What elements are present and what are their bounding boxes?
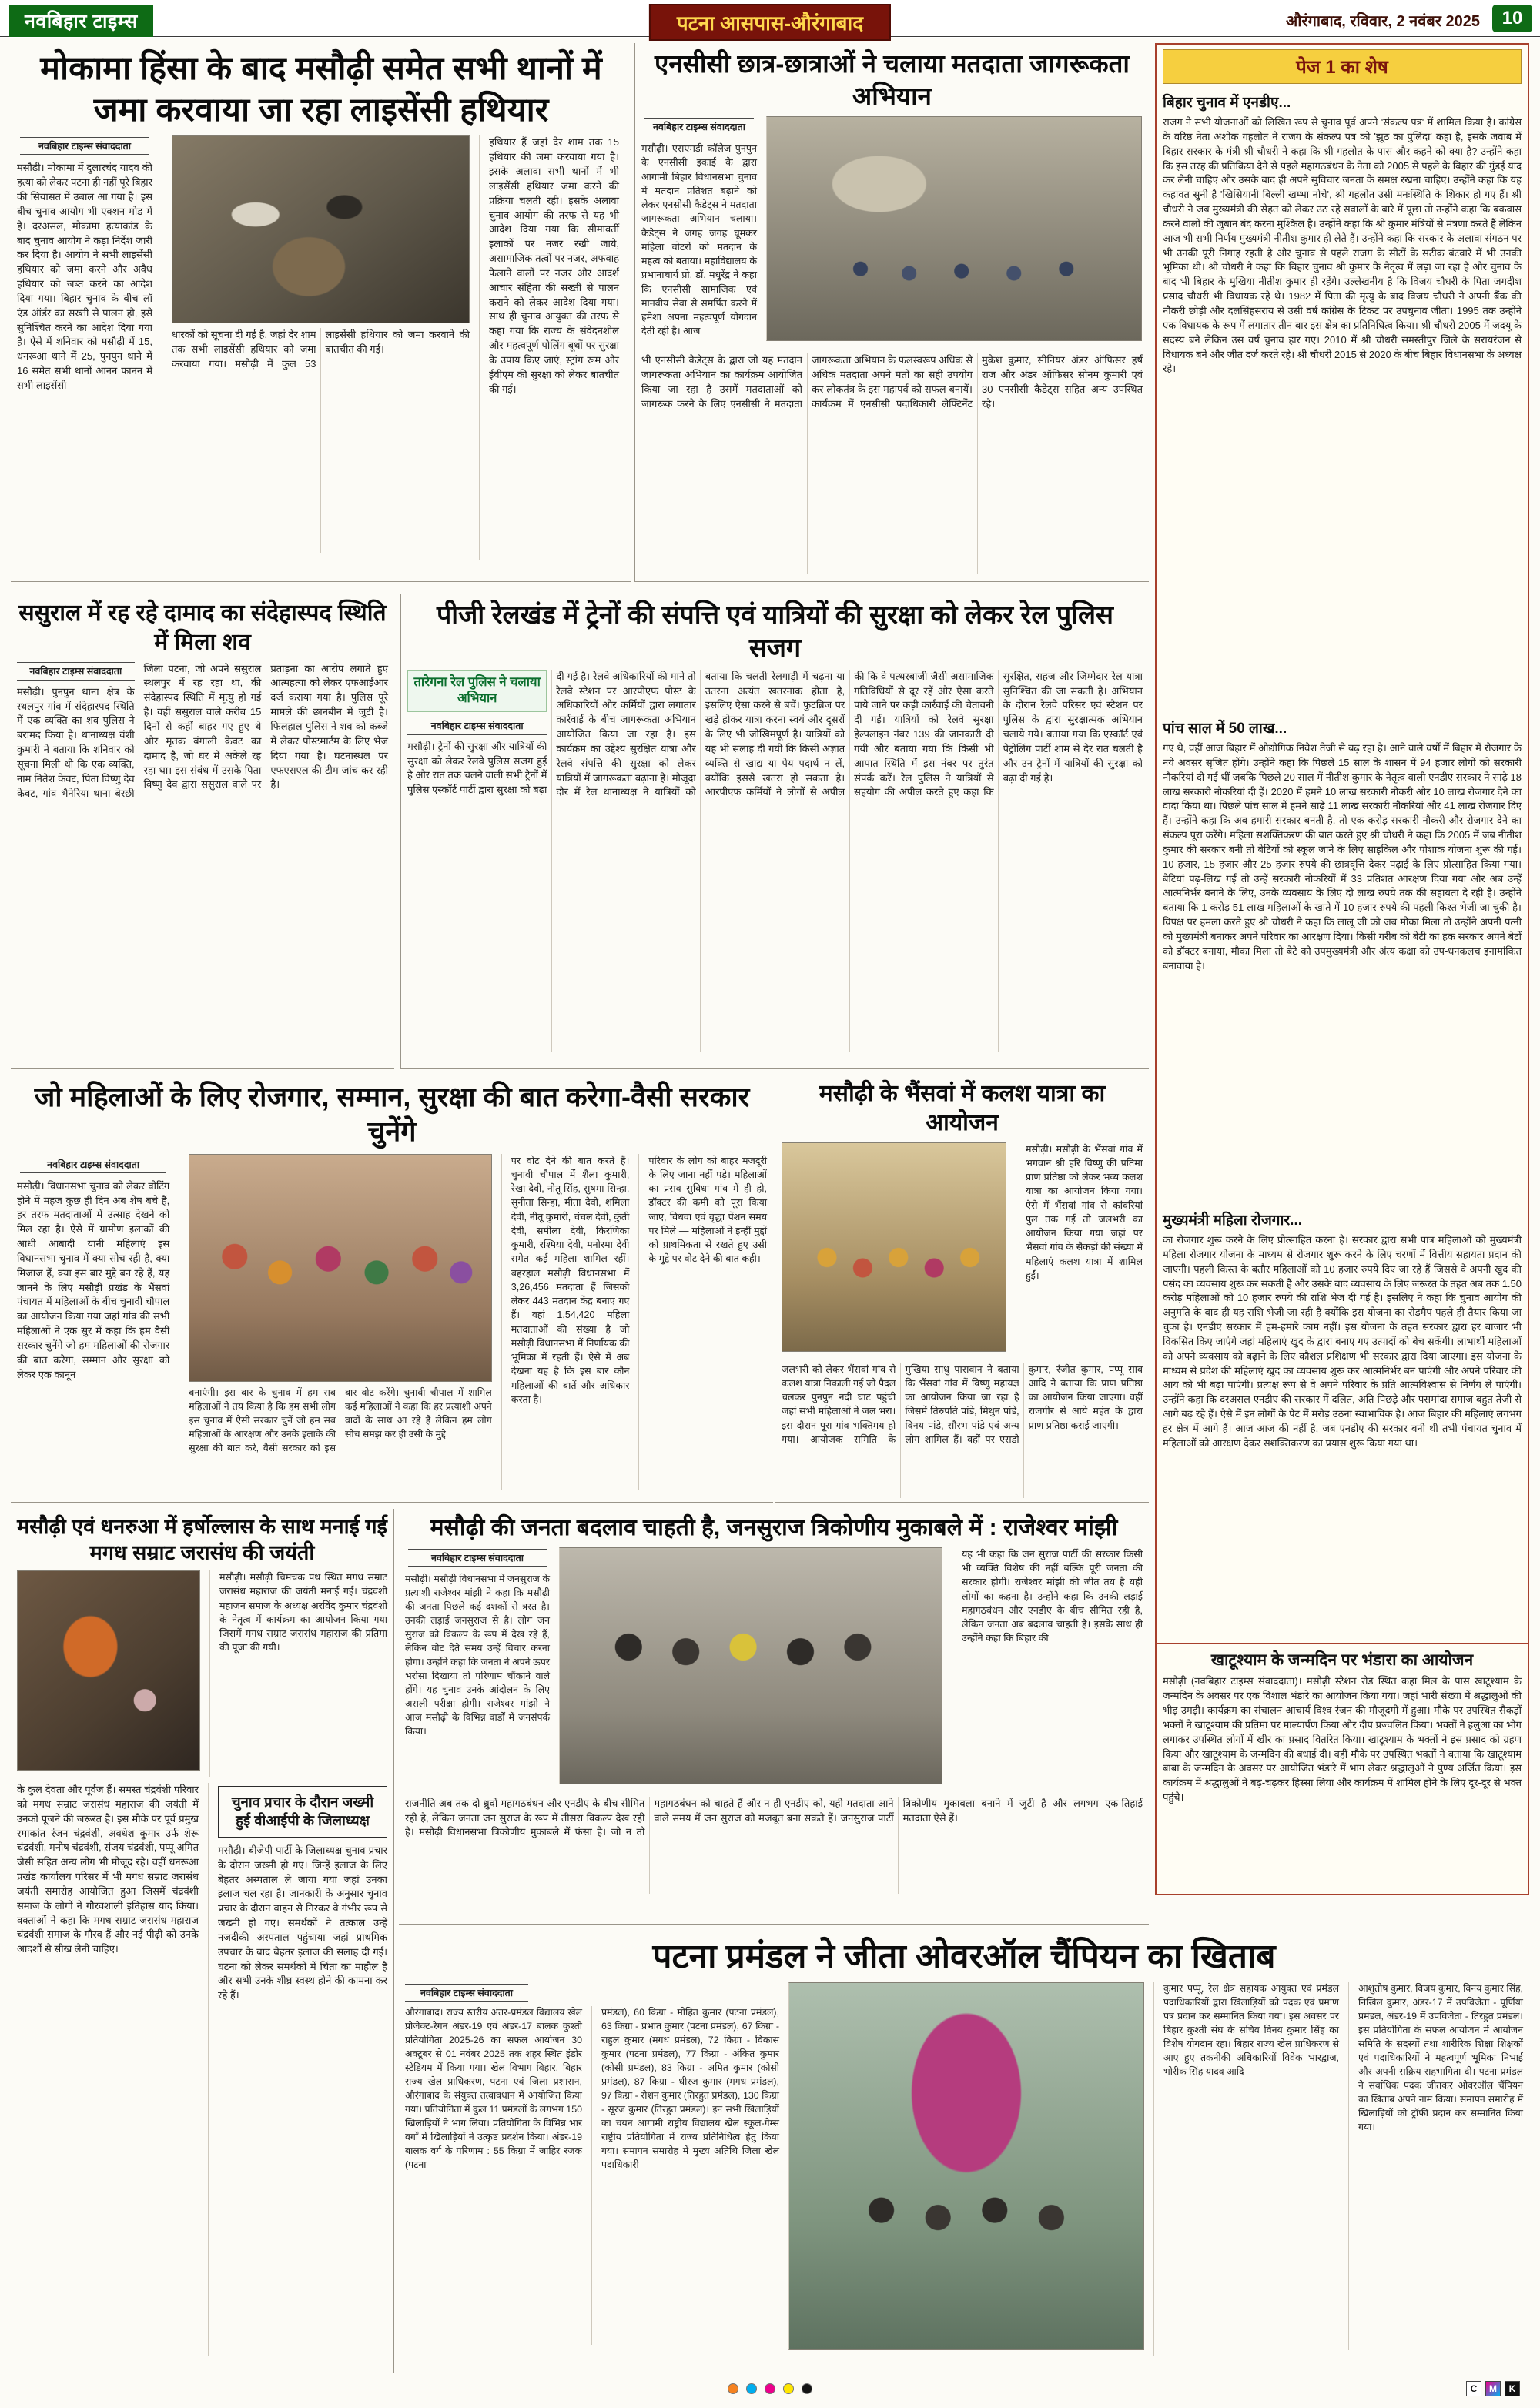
yellow-dot: [783, 2383, 794, 2394]
headline-jarasandh: मसौढ़ी एवं धनरुआ में हर्षोल्लास के साथ मनाई गई मगध सम्राट जरासंध की जयंती: [17, 1515, 387, 1565]
cyan-dot: [746, 2383, 757, 2394]
byline: नवबिहार टाइम्स संवाददाता: [20, 137, 149, 155]
cmyk-letters: [1466, 2381, 1520, 2396]
article-mahila-chaupal: [11, 1075, 773, 1503]
continuation-text-3: का रोजगार शुरू करने के लिए प्रोत्साहित करना है। सरकार द्वारा सभी पात्र महिलाओं को मुख्यमंत्री महिला रोजगार योजना के माध्यम से रोजगार शुरू करने के लिए चरणों में वित्तीय सहायता प्रदान की जाएगी। पहली किस्त के बतौर महिलाओं को 10 हजार रुपये दिए जा रहे हैं जिससे वे अपनी खुद की पसंद का व्यवसाय शुरू कर सकती हैं और उसके बाद व्यवसाय के लिए जरूरत के तहत अब तक 1.50 करोड़ महिलाओं को 10 हजार रुपये की राशि भेज दी गई है। इसलिए ने कहा कि चुनाव आयोग की अनुमति के बाद ही यह राशि भेजी जा रही है क्योंकि इस योजना का रोडमैप पहले ही तैयार किया जा चुका है। एनडीए सरकार में हम-हमारे काम नहीं। इस योजना के तहत सरकार द्वारा हर बाजार भी विकसित किए जाएंगे जहां महिलाएं खुद के द्वारा बनाए गए उत्पादों को बेच सकेंगी। लाभार्थी महिलाओं को अपने व्यवसाय को बढ़ाने के लिए कौशल प्रशिक्षण भी सरकार द्वारा दिया जाएगा। इस योजना के माध्यम से प्रदेश की महिलाएं खुद का व्यवसाय शुरू कर आत्मनिर्भर बन पाएंगी और अपने परिवार की आय को भी बढ़ा पाएंगी। प्रत्यक्ष रूप से वे अपने परिवार के प्रति आत्मविश्वास से निर्णय ले पाएंगी। उन्होंने कहा कि दरअसल एनडीए की सरकार में दलित, अति पिछड़े और पसमांदा समाज बहुत तेजी से आगे बढ़ रहे हैं। ऐसे में इन लोगों के पेट में मरोड़ उठना स्वाभाविक है। आज बिहार की महिलाएं लगभग हर क्षेत्र में आगे हैं। आज आज की नहीं है, जब एनडीए की सरकार बनी थी तभी पंचायत चुनाव में महिलाओं को आरक्षण देकर सशक्तिकरण का प्रयास शुरू किया गया था।: [1163, 1234, 1522, 1449]
byline: नवबिहार टाइम्स संवाददाता: [408, 1549, 547, 1567]
article-text: बनाएंगी। इस बार के चुनाव में हम सब महिलाओं ने तय किया है कि हम सभी लोग इस चुनाव में ऐसी सरकार चुनें जो हम सब महिलाओं के आरक्षण और उनके इलाके की सुरक्षा की बात करे, वैसी सरकार को इस बार वोट करेंगे। चुनावी चौपाल में शामिल कई महिलाओं ने कहा कि हर प्रत्याशी अपने वादों के साथ आ रहे हैं लेकिन हम लोग सोच समझ कर ही उसी के मुद्दे: [189, 1386, 492, 1453]
article-jarasandh-jayanti: [11, 1509, 394, 2373]
headline-mahila: जो महिलाओं के लिए रोजगार, सम्मान, सुरक्षा की बात करेगा-वैसी सरकार चुनेंगे: [34, 1081, 750, 1148]
continuation-text-2: गए थे, वहीं आज बिहार में औद्योगिक निवेश तेजी से बढ़ रहा है। आने वाले वर्षों में बिहार में रोजगार के नये अवसर सृजित होंगे। उन्होंने कहा कि पिछले 15 साल के शासन में 94 हजार लोगों को सरकारी नौकरियां दी गई थीं जबकि पिछले 20 साल में नीतीश कुमार के नेतृत्व वाली एनडीए सरकार ने साढ़े 18 लाख सरकारी नौकरियां दी हैं। 2020 में हमने 10 लाख सरकारी नौकरी और 10 लाख रोजगार देने का वादा किया था। पिछले पांच साल में हमने साढ़े 11 लाख सरकारी नौकरियां और 41 लाख रोजगार दिए हैं। उन्होंने कहा कि अब हमारी सरकार बनती है, तो एक करोड़ सरकारी नौकरी और रोजगार देने का संकल्प पूरा करेंगे। महिला सशक्तिकरण की बात करते हुए श्री चौधरी ने कहा कि 2005 में जब नीतीश कुमार की सरकार बनी तो बेटियों को स्कूल जाने के लिए साइकिल और पोशाक योजना शुरू की गई। 10 हजार, 15 हजार और 25 हजार रुपये की छात्रवृत्ति देकर पढ़ाई के लिए प्रोत्साहित किया गया। बेटियां पढ़-लिख गई तो उन्हें सरकारी नौकरियों में 33 प्रतिशत आरक्षण दिया गया और अब उन्हें आत्मनिर्भर बनाने के लिए, उनके व्यवसाय के लिए दो लाख रुपये तक की सहायता दे रही है। उन्होंने बताया कि 1 करोड़ 51 लाख महिलाओं के खाते में 10 हजार रुपये की पहली किश्त भेजी जा चुकी है। विपक्ष पर हमला करते हुए श्री चौधरी ने कहा कि लालू जी को जब मौका मिला तो उन्होंने अपनी पत्नी को मुख्यमंत्री बनाकर अपने परिवार का आरक्षण दिया। किसी गरीब को बेटी का हक सरकार अपने बेटों को डॉक्टर बनाया, मौका मिला तो बेटे को उपमुख्यमंत्री और अंत्य कक्षा को उप-धनकलच इनामांकित बनावाया है।: [1163, 742, 1522, 972]
byline: नवबिहार टाइम्स संवाददाता: [17, 662, 135, 681]
continuation-title-3: मुख्यमंत्री महिला रोजगार...: [1163, 1212, 1303, 1229]
photo-kalash-procession: [782, 1142, 1006, 1352]
continuation-title-2: पांच साल में 50 लाख...: [1163, 721, 1287, 737]
article-jansuraj-manjhi: [399, 1509, 1149, 1925]
photo-jansuraj-candidate-group: [559, 1547, 942, 1784]
article-text: मसौढ़ी। विधानसभा चुनाव को लेकर वोटिंग होने में महज कुछ ही दिन अब शेष बचे हैं, हर तरफ मतदाताओं में उत्साह देखने को मिल रहा है। ऐसे में ग्रामीण इलाकों की आधी आबादी यानी महिलाएं इस विधानसभा चुनाव में क्या सोच रही है, क्या मिजाज हैं, क्या इस बार मुद्दे बन रहे हैं, यह जानने के लिए मसौढ़ी प्रखंड के भैंसवां पंचायत में महिलाओं के बीच चुनावी चौपाल का आयोजन किया गया जहां गांव की सभी महिलाओं ने एक सुर में कहा कि हम वैसी सरकार चुनेंगे जो हम महिलाओं की रोजगार की बात करेगा, सम्मान और सुरक्षा को लेकर एक कानून: [17, 1179, 170, 1380]
headline-rail: पीजी रेलखंड में ट्रेनों की संपत्ति एवं यात्रियों की सुरक्षा को लेकर रेल पुलिस सजग: [437, 600, 1113, 663]
article-text: जलभरी को लेकर भैंसवां गांव से कलश यात्रा निकाली गई जो पैदल चलकर पुनपुन नदी घाट पहुंची जहां सभी महिलाओं ने जल भरा। इस दौरान पूरा गांव भक्तिमय हो गया। आयोजक समिति के मुखिया साधु पासवान ने बताया कि भैंसवां गांव में विष्णु महायज्ञ का आयोजन किया जा रहा है जिसमें तिरुपति पांडे, मिथुन पांडे, विनय पांडे, सौरभ पांडे एवं अन्य लोग शामिल हैं। वहीं पर एसडो कुमार, रंजीत कुमार, पप्पू साव आदि ने बताया कि प्राण प्रतिष्ठा का आयोजन किया जाएगा। वहीं राजगीर से आये महंत के द्वारा प्राण प्रतिष्ठा कराई जाएगी।: [782, 1363, 1143, 1445]
page-number: 10: [1492, 5, 1532, 32]
headline-kalash: मसौढ़ी के भैंसवां में कलश यात्रा का आयोजन: [819, 1081, 1106, 1135]
byline: नवबिहार टाइम्स संवाददाता: [405, 1984, 528, 2002]
article-text: मसौढ़ी। एसएमडी कॉलेज पुनपुन के एनसीसी इकाई के द्वारा आगामी बिहार विधानसभा चुनाव में मतदान प्रतिशत बढ़ाने को लेकर एनसीसी कैडेट्स ने मतदाता जागरूकता अभियान चलाया। कैडेट्स ने जगह जगह घूमकर महिला वोटरों को मतदान के महत्व को बताया। महाविद्यालय के प्रभानाचार्य प्रो. डॉ. मधुरेंद्र ने कहा कि एनसीसी सामाजिक एवं मानवीय सेवा से समर्पित करने में हमेशा अपना महत्वपूर्ण योगदान देती रही है। आज: [641, 143, 757, 337]
press-registration-strip: [0, 2377, 1540, 2405]
article-kalash-yatra: [775, 1075, 1149, 1503]
photo-police-weapons-check: [172, 135, 470, 323]
section-title: पटना आसपास-औरंगाबाद: [649, 4, 891, 41]
article-text: मसौढ़ी। बीजेपी पार्टी के जिलाध्यक्ष चुनाव प्रचार के दौरान जख्मी हो गए। जिन्हें इलाज के लिए बेहतर अस्पताल ले जाया गया जहां उनका इलाज चल रहा है। जानकारी के अनुसार चुनाव प्रचार के दौरान वाहन से गिरकर वे गंभीर रूप से जख्मी हो गए। समर्थकों ने तत्काल उन्हें नजदीकी अस्पताल पहुंचाया जहां प्राथमिक उपचार के बाद बेहतर इलाज की सलाह दी गई। घटना को लेकर समर्थकों में चिंता का माहौल है और सभी उनके शीघ्र स्वस्थ होने की कामना कर रहे हैं।: [218, 1844, 387, 2002]
kicker-taregana-rail: तारेगना रेल पुलिस ने चलाया अभियान: [407, 670, 547, 712]
headline-ncc: एनसीसी छात्र-छात्राओं ने चलाया मतदाता जागरूकता अभियान: [654, 49, 1130, 110]
cmyk-letter-k: K: [1505, 2381, 1520, 2396]
article-text: प्रमंडल), 60 किग्रा - मोहित कुमार (पटना प्रमंडल), 63 किग्रा - प्रभात कुमार (पटना प्रमंडल), 67 किग्रा - राहुल कुमार (मगध प्रमंडल), 72 किग्रा - विकास कुमार (पटना प्रमंडल), 77 किग्रा - अंकित कुमार (कोसी प्रमंडल), 83 किग्रा - अमित कुमार (कोसी प्रमंडल), 87 किग्रा - धीरज कुमार (मगध प्रमंडल), 97 किग्रा - रोशन कुमार (तिरहुत प्रमंडल), 130 किग्रा - सूरज कुमार (तिरहुत प्रमंडल)। इन सभी खिलाड़ियों का चयन आगामी राष्ट्रीय विद्यालय खेल स्कूल-गेम्स राष्ट्रीय प्रतियोगिता में राज्य प्रतिनिधित्व हेतु किया गया। समापन समारोह में मुख्य अतिथि जिला खेल पदाधिकारी: [591, 2006, 779, 2345]
headline-campaign-injury: चुनाव प्रचार के दौरान जख्मी हुई वीआईपी के जिलाध्यक्ष: [218, 1786, 387, 1838]
headline-damaad: ससुराल में रह रहे दामाद का संदेहास्पद स्थिति में मिला शव: [18, 600, 387, 655]
article-wrestling-championship: [399, 1931, 1529, 2373]
article-ncc-awareness: [634, 43, 1149, 582]
article-text: कुमार पप्पू, रेल क्षेत्र सहायक आयुक्त एवं प्रमंडल पदाधिकारियों द्वारा खिलाड़ियों को पदक एवं प्रमाण पत्र प्रदान कर सम्मानित किया गया। इस अवसर पर बिहार कुश्ती संघ के सचिव विनय कुमार सिंह का विशेष योगदान रहा। बिहार राज्य खेल प्राधिकरण से आए हुए तकनीकी अधिकारियों विवेक भारद्वाज, भोरीक सिंह यादव आदि: [1163, 1983, 1339, 2078]
article-text: पर वोट देने की बात करते हैं। चुनावी चौपाल में शैला कुमारी, रेखा देवी, नीतू सिंह, सुषमा सिन्हा, सुनीता सिन्हा, मीता देवी, शमिला देवी, नीतू कुमारी, चंचल देवी, कुंती देवी, समीला देवी, किरणिका कुमारी, रश्मिया देवी, मनोरमा देवी समेत कई महिला शामिल रहीं। बहरहाल मसौढ़ी विधानसभा में 3,26,456 मतदाता हैं जिसको लेकर 443 मतदान केंद्र बनाए गए हैं। वहां 1,54,420 महिला मतदाताओं की संख्या है जो मसौढ़ी विधानसभा में निर्णायक की भूमिका में रहती हैं। ऐसे में अब देखना यह है कि इस बार कौन महिलाओं की बातें और अधिकार करता है।: [501, 1154, 630, 1490]
paper-name: नवबिहार टाइम्स: [9, 5, 153, 37]
color-registration-dots: [728, 2383, 812, 2394]
article-rail-police: [400, 594, 1149, 1069]
article-text: मसौढ़ी। ट्रेनों की सुरक्षा और यात्रियों की सुरक्षा को लेकर रेलवे पुलिस सजग हुई है और रात तक चलने वाली सभी ट्रेनों में पुलिस एस्कॉर्ट पार्टी द्वारा सुरक्षा को बढ़ा दी गई है। रेलवे अधिकारियों की माने तो रेलवे स्टेशन पर आरपीएफ पोस्ट के अधिकारियों और कर्मियों द्वारा लगातार कार्रवाई के बीच जागरूकता अभियान आयोजित किया जा रहा है। इस कार्यक्रम का उद्देश्य सुरक्षित यात्रा और रेलवे संपत्ति की सुरक्षा को लेकर यात्रियों में जागरूकता बढ़ाना है। मौजूदा दौर में रेल थानाध्यक्ष ने यात्रियों को बताया कि चलती रेलगाड़ी में चढ़ना या उतरना अत्यंत खतरनाक होता है, इसलिए ऐसा करने से बचें। फुटब्रिज पर खड़े होकर यात्रा करना स्वयं और दूसरों के लिए भी जोखिमपूर्ण है। यात्रियों को यह भी सलाह दी गयी कि किसी अज्ञात व्यक्ति से खाद्य या पेय पदार्थ न लें, क्योंकि इससे खतरा हो सकता है। आरपीएफ कर्मियों ने लोगों से अपील की कि वे पत्थरबाजी जैसी असामाजिक गतिविधियों से दूर रहें और ऐसा करते पाये जाने पर कड़ी कार्रवाई की चेतावनी दी गई। यात्रियों को रेलवे सुरक्षा हेल्पलाइन नंबर 139 की जानकारी दी गयी और बताया गया कि किसी भी आपात स्थिति में इस नंबर पर तुरंत संपर्क करें। रेल पुलिस ने यात्रियों से सहयोग की अपील करते हुए कहा कि सुरक्षित, सहज और जिम्मेदार रेल यात्रा सुनिश्चित की जा सकती है। अभियान के दौरान रेलवे परिसर एवं स्टेशन पर पुलिस के द्वारा सुरक्षात्मक अभियान चलाये गये। बताया गया कि एस्कॉर्ट एवं पेट्रोलिंग पार्टी शाम से देर रात चलती है और उन ट्रेनों में यात्रियों की सुरक्षा को बढ़ा दी गई है।: [407, 670, 1143, 798]
magenta-dot: [765, 2383, 775, 2394]
byline: नवबिहार टाइम्स संवाददाता: [407, 717, 547, 735]
cmyk-letter-m: M: [1485, 2381, 1501, 2396]
article-text: मसौढ़ी। मसौढ़ी चिमचक पथ स्थित मगध सम्राट जरासंध महाराज की जयंती मनाई गई। चंद्रवंशी महाजन समाज के अध्यक्ष अरविंद कुमार चंद्रवंशी के नेतृत्व में कार्यक्रम का आयोजन किया गया जिसमें मगध सम्राट जरासंध महाराज की प्रतिमा की पूजा की गयी।: [209, 1570, 387, 1777]
article-text: मसौढ़ी। मसौढ़ी विधानसभा में जनसुराज के प्रत्याशी राजेश्वर मांझी ने कहा कि मसौढ़ी की जनता पिछले कई दशकों से त्रस्त है। उनकी लड़ाई जनसुराज से है। लोग जन सुराज को विकल्प के रूप में देख रहे हैं, लेकिन वोट देते समय उन्हें विचार करना होगा। उन्होंने कहा कि जनता ने अपने ऊपर भरोसा दिखाया तो परिणाम चौंकाने वाले होंगे। यह चुनाव उनके आंदोलन के लिए असली परीक्षा होगी। राजेश्वर मांझी ने आज मसौढ़ी के विभिन्न वार्डों में जनसंपर्क किया।: [405, 1573, 550, 1737]
divider: [1157, 1643, 1528, 1644]
orange-dot: [728, 2383, 738, 2394]
cmyk-letter-c: C: [1466, 2381, 1481, 2396]
article-text: मसौढ़ी। मोकामा में दुलारचंद यादव की हत्या को लेकर पटना ही नहीं पूरे बिहार की सियासत में उबाल आ गया है। इस बीच चुनाव आयोग भी एक्शन मोड में है। दरअसल, मोकामा हत्याकांड के बाद चुनाव आयोग ने कड़ा निर्देश जारी कर दिया है। आयोग ने सभी लाइसेंसी हथियार को जमा करने और अवैध हथियार को जब्त करने का आदेश दिया गया। बिहार चुनाव के बीच लॉ एंड ऑर्डर का सख्ती से पालन हो, इसे सुनिश्चित करने का आदेश दिया गया है। ऐसे में शनिवार को मसौढ़ी में 15, धनरूआ थाने में 25, पुनपुन थाने में 16 समेत सभी थानों आनन फानन में सभी लाइसेंसी: [17, 162, 152, 391]
headline-mokama: मोकामा हिंसा के बाद मसौढ़ी समेत सभी थानों में जमा करवाया जा रहा लाइसेंसी हथियार: [40, 50, 602, 129]
continuation-text-1: राजग ने सभी योजनाओं को लिखित रूप से चुनाव पूर्व अपने 'संकल्प पत्र' में शामिल किया है। कांग्रेस के वरिष्ठ नेता अशोक गहलोत ने राजग के संकल्प पत्र को 'झूठ का पुलिंदा' कहा है, इसके जवाब में बिहार सरकार के मंत्री श्री चौधरी ने कहा कि श्री गहलोत के पास और कहने को क्या है? उन्होंने कहा कि इस तरह की प्रतिक्रिया देने से पहले महागठबंधन के नेता को 2005 से पहले के बिहार की गुंडई याद कर लेनी चाहिए और उसके बाद ही अपने सुविचार जनता के समक्ष रखना चाहिए। उन्होंने कहा कि यह कहावत सुनी है 'खिसियानी बिल्ली खम्भा नोचे', श्री गहलोत उसी मनःस्थिति के शिकार हो गए हैं। श्री चौधरी ने जब मुख्यमंत्री की सेहत को लेकर उठ रहे सवालों के बारे में पूछा तो उन्होंने कहा कि बकवास करने वालों की जुबान बंद करना मुश्किल है। उन्होंने कहा कि श्री कुमार मंत्रियों से मंत्रणा करते हैं लेकिन आज भी सभी निर्णय मुख्यमंत्री नीतीश कुमार ही लेते हैं। उन्होंने कहा कि सरकार के अलावा संगठन पर भी उनकी पूरी निगाह रहती है और चुनाव से पहले राजग के सीटों के सटीक बंटवारे में भी उनकी भूमिका थी। श्री चौधरी ने कहा कि बिहार चुनाव श्री कुमार के नेतृत्व में लड़ा जा रहा है और चुनाव के बाद भी बिहार के मुखिया नीतीश कुमार ही रहेंगे। उल्लेखनीय है कि विजय चौधरी के पिता जगदीश प्रसाद चौधरी भी विधायक रहे थे। 1982 में पिता की मृत्यु के बाद विजय चौधरी ने अपनी बैंक की नौकरी छोड़ी और दलसिंहसराय से उसी वर्ष कांग्रेस के टिकट पर उपचुनाव जीता। 1995 तक उन्होंने एक विधायक के रूप में लगातार तीन बार इस क्षेत्र का प्रतिनिधित्व किया। श्री चौधरी 2005 में जदयू के सदस्य बने लेकिन उस वर्ष चुनाव हार गए। 2010 में श्री चौधरी समस्तीपुर जिले के सरायरंजन से विधायक बने और जीत दर्ज करते रहे। श्री चौधरी 2015 से 2020 के बीच बिहार विधानसभा के अध्यक्ष रहे।: [1163, 116, 1522, 375]
page1-continuation-column: [1155, 43, 1529, 1895]
article-text: राजनीति अब तक दो ध्रुवों महागठबंधन और एनडीए के बीच सीमित रही है, लेकिन जनता जन सुराज के रूप में तीसरा विकल्प देख रही है। मसौढ़ी विधानसभा त्रिकोणीय मुकाबले में फंसा है। जो न तो महागठबंधन को चाहते हैं और न ही एनडीए को, यही मतदाता आने वाले समय में जन सुराज को मजबूत बना सकते हैं। जनसुराज पार्टी त्रिकोणीय मुकाबला बनाने में जुटी है और लगभग एक-तिहाई मतदाता ऐसे हैं।: [405, 1797, 1143, 1838]
article-text: औरंगाबाद। राज्य स्तरीय अंतर-प्रमंडल विद्यालय खेल प्रोजेक्ट-रेगन अंडर-19 एवं अंडर-17 बालक कुश्ती प्रतियोगिता 2025-26 का सफल आयोजन 30 अक्टूबर से 01 नवंबर 2025 तक शहर स्थित इंडोर स्टेडियम में किया गया। खेल विभाग बिहार, बिहार राज्य खेल प्राधिकरण, पटना एवं जिला प्रशासन, औरंगाबाद के संयुक्त तत्वावधान में आयोजित किया गया। प्रतियोगिता में कुल 11 प्रमंडलों के लगभग 150 खिलाड़ियों ने भाग लिया। प्रतियोगिता के विभिन्न भार वर्गों में खिलाड़ियों ने उत्कृष्ट प्रदर्शन किया। अंडर-19 बालक वर्ग के परिणाम : 55 किग्रा में जाहिर रजक (पटना: [405, 2007, 582, 2171]
article-text: आशुतोष कुमार, विजय कुमार, विनय कुमार सिंह, निखिल कुमार, अंडर-17 में उपविजेता - पूर्णिया प्रमंडल, अंडर-19 में उपविजेता - तिरहुत प्रमंडल। इस प्रतियोगिता के सफल आयोजन में आयोजन समिति के सदस्यों तथा शारीरिक शिक्षा शिक्षकों एवं पदाधिकारियों ने महत्वपूर्ण भूमिका निभाई और अपनी सक्रिय सहभागिता दी। पटना प्रमंडल ने सर्वाधिक पदक जीतकर ओवरऑल चैंपियन का खिताब अपने नाम किया। समापन समारोह में खिलाड़ियों को ट्रॉफी प्रदान कर सम्मानित किया गया।: [1348, 1982, 1523, 2350]
photo-women-group: [189, 1154, 492, 1382]
article-text: के कुल देवता और पूर्वज हैं। समस्त चंद्रवंशी परिवार को मगध सम्राट जरासंध महाराज की जयंती में उनको पूजने की जरूरत है। इस मौके पर पूर्व प्रमुख रमाकांत रंजन चंद्रवंशी, अवधेश कुमार उर्फ शेरू चंद्रवंशी, मनीष चंद्रवंशी, संजय चंद्रवंशी, पप्पू अमित जैसी सहित अन्य लोग भी मौजूद रहे। वहीं धनरूआ प्रखंड कार्यालय परिसर में भी मगध सम्राट जरासंध जयंती समारोह आयोजित हुआ जिसमें चंद्रवंशी समाज के लोगों ने गौरवशाली इतिहास याद किया। वक्ताओं ने कहा कि मगध सम्राट जरासंध महाराज चंद्रवंशी समाज के गौरव हैं और नई पीढ़ी को उनके आदर्शों से सीख लेनी चाहिए।: [17, 1784, 199, 1955]
headline-wrestling: पटना प्रमंडल ने जीता ओवरऑल चैंपियन का खिताब: [652, 1938, 1276, 1975]
photo-jarasandh-celebration: [17, 1570, 200, 1771]
article-text: मसौढ़ी। पुनपुन थाना क्षेत्र के स्थलपुर गांव में संदेहास्पद स्थिति में एक व्यक्ति का शव पुलिस ने बरामद किया है। थानाध्यक्ष वंशी कुमारी ने बताया कि शनिवार को सूचना मिली थी कि एक व्यक्ति, नाम नितेश केवट, पिता विष्णु देव केवट, गांव भैनेरिया थाना बेरछी जिला पटना, जो अपने ससुराल स्थलपुर में रह रहा था, की संदेहास्पद स्थिति में मृत्यु हो गई है। वहीं ससुराल वाले करीब 15 दिनों से कहीं बाहर गए हुए थे और मृतक बंगाली केवट का दामाद है, जो घर में अकेले रह रहा था। इस संबंध में उसके पिता विष्णु देव द्वारा ससुराल वाले पर प्रताड़ना का आरोप लगाते हुए आत्महत्या को लेकर एफआईआर दर्ज कराया गया है। पुलिस पूरे मामले की छानबीन में जुटी है। फिलहाल पुलिस ने शव को कब्जे में लेकर पोस्टमार्टम के लिए भेज दिया गया है। घटनास्थल पर एफएसएल की टीम जांच कर रही है।: [17, 662, 388, 799]
article-text: मसौढ़ी (नवबिहार टाइम्स संवाददाता)। मसौढ़ी स्टेशन रोड स्थित कहा मिल के पास खाटूश्याम के जन्मदिन के अवसर पर एक विशाल भंडारे का आयोजन किया गया। जहां भारी संख्या में श्रद्धालुओं की भीड़ उमड़ी। कार्यक्रम का संचालन आचार्य विश्व रंजन की मौजूदगी में हुआ। मौके पर उपस्थित सैकड़ों भक्तों ने खाटूश्याम की प्रतिमा पर माल्यार्पण किया और दीप प्रज्वलित किया। भक्तों ने हलुआ का भोग लगाकर उपस्थित लोगों में खीर का प्रसाद वितरित किया। खाटूश्याम के भक्तों ने इस प्रसाद को ग्रहण किया और खाटूश्याम के जन्मदिन की बधाई दी। वहीं मौके पर उपस्थित भक्तों ने बताया कि खाटूश्याम बाबा के जन्मदिन के अवसर पर आयोजित भंडारे में भाग लेकर श्रद्धालुओं ने पुण्य अर्जित किया। इस कार्यक्रम में श्रद्धालुओं ने बढ़-चढ़कर हिस्सा लिया और कार्यक्रम में शामिल होने के लिए दूर-दूर से भक्त पहुंचे।: [1163, 1675, 1522, 1804]
article-text: धारकों को सूचना दी गई है, जहां देर शाम तक सभी लाइसेंसी हथियार को जमा करवाया गया। मसौढ़ी में कुल 53 लाइसेंसी हथियार को जमा करवाने की बातचीत की गई।: [172, 329, 470, 370]
continuation-header: पेज 1 का शेष: [1163, 49, 1522, 84]
continuation-title-1: बिहार चुनाव में एनडीए...: [1163, 95, 1291, 111]
article-damaad-shav: [11, 594, 394, 1069]
article-text: मसौढ़ी। मसौढ़ी के भैंसवां गांव में भगवान श्री हरि विष्णु की प्रतिमा प्राण प्रतिष्ठा को लेकर भव्य कलश यात्रा का आयोजन किया गया। ऐसे में भैंसवां गांव से कांवरियां पुल तक गई तो जलभरी का आयोजन किया गया जहां पर भैंसवां गांव के सैकड़ों की संख्या में महिलाएं कलश यात्रा में शामिल हुईं।: [1016, 1142, 1143, 1356]
photo-ncc-cadets-rally: [766, 116, 1142, 341]
article-text: परिवार के लोग को बाहर मजदूरी के लिए जाना नहीं पड़े। महिलाओं का प्रसव सुविधा गांव में ही हो, डॉक्टर की कमी को पूरा किया जाए, विधवा एवं वृद्धा पेंशन समय पर मिले — महिलाओं ने इन्हीं मुद्दों को प्राथमिकता से रखते हुए उसी के मुद्दे पर वोट देने की बात कही।: [638, 1154, 767, 1490]
masthead: [0, 0, 1540, 38]
byline: नवबिहार टाइम्स संवाददाता: [644, 118, 754, 135]
article-text: यह भी कहा कि जन सुराज पार्टी की सरकार किसी भी व्यक्ति विशेष की नहीं बल्कि पूरी जनता की सरकार होगी। राजेश्वर मांझी की जीत तय है यही लोगों का कहना है। उन्होंने कहा कि उनकी लड़ाई महागठबंधन और एनडीए के बीच सीमित रही है, लेकिन जनता अब बदलाव चाहती है। इसके साथ ही उन्होंने कहा कि बिहार की: [952, 1547, 1143, 1791]
black-dot: [802, 2383, 812, 2394]
headline-khatushyam: खाटूश्याम के जन्मदिन पर भंडारा का आयोजन: [1210, 1651, 1474, 1669]
headline-jansuraj: मसौढ़ी की जनता बदलाव चाहती है, जनसुराज त्रिकोणीय मुकाबले में : राजेश्वर मांझी: [430, 1515, 1118, 1540]
edition-dateline: औरंगाबाद, रविवार, 2 नवंबर 2025: [1285, 13, 1480, 30]
article-text: भी एनसीसी कैडेट्स के द्वारा जो यह मतदान जागरूकता अभियान का कार्यक्रम आयोजित किया जा रहा है उसमें मतदाताओं को जागरूक करने के लिए एनसीसी ने मतदाता जागरूकता अभियान के फलस्वरूप अधिक से अधिक मतदाता अपने मतों का सही उपयोग कर लोकतंत्र के इस महापर्व को सफल बनायें। कार्यक्रम में एनसीसी पदाधिकारी लेफ्टिनेंट मुकेश कुमार, सीनियर अंडर ऑफिसर हर्ष राज और अंडर ऑफिसर सोनम कुमारी एवं 30 एनसीसी कैडेट्स सहित अन्य उपस्थित रहे।: [641, 354, 1143, 410]
article-text: हथियार हैं जहां देर शाम तक 15 हथियार की जमा करवाया गया है। इसके अलावा सभी थानों में भी लाइसेंसी हथियार जमा करने की प्रक्रिया चलती रही। इसके अलावा चुनाव आयोग की तरफ से यह भी आदेश दिया गया कि सीमावर्ती इलाकों पर नजर रखी जाये, असामाजिक तत्वों पर नजर, अफवाह फैलाने वालों पर नजर और आदर्श आचार संहिता की सख्ती से पालन कराने को लेकर आदेश दिया गया। साथ ही चुनाव आयुक्त की तरफ से कहा गया कि राज्य के संवेदनशील और महत्वपूर्ण पोलिंग बूथों पर सुरक्षा के उपाय किए जाएं, स्ट्रांग रूम और ईवीएम की सुरक्षा को लेकर बातचीत की गई।: [479, 135, 619, 560]
article-mokama-weapons: [11, 43, 631, 582]
byline: नवबिहार टाइम्स संवाददाता: [20, 1156, 166, 1173]
photo-wrestling-award-ceremony: [788, 1982, 1144, 2350]
